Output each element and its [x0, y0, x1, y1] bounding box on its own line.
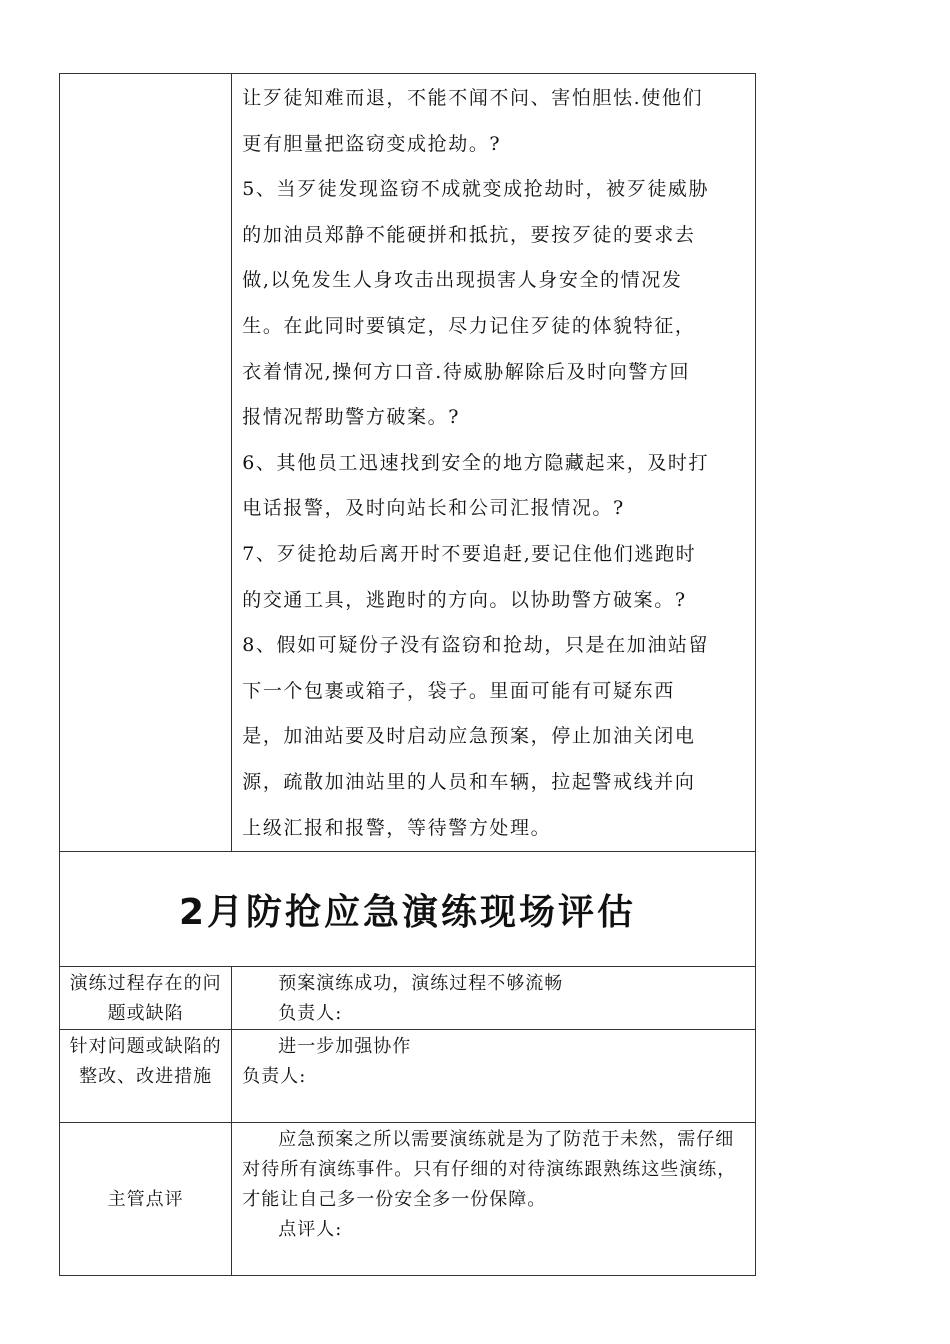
procedure-text	[232, 74, 755, 851]
section-title: 2月防抢应急演练现场评估	[178, 891, 637, 933]
supervisor-review-label: 主管点评	[60, 1123, 232, 1276]
procedure-line: 的交通工具，逃跑时的方向。以协助警方破案。?	[242, 588, 687, 611]
rectification-label: 针对问题或缺陷的整改、改进措施	[60, 1030, 232, 1123]
procedure-line: 7、歹徒抢劫后离开时不要追赶,要记住他们逃跑时	[242, 542, 697, 565]
procedure-line: 是，加油站要及时启动应急预案，停止加油关闭电	[242, 725, 696, 748]
procedure-line: 6、其他员工迅速找到安全的地方隐藏起来，及时打	[242, 451, 710, 474]
procedure-line: 让歹徒知难而退，不能不闻不问、害怕胆怯.使他们	[242, 87, 704, 109]
problems-label: 演练过程存在的问题或缺陷	[60, 967, 232, 1030]
rectification-row	[60, 1030, 756, 1123]
procedure-line: 衣着情况,操何方口音.待威胁解除后及时向警方回	[242, 360, 691, 383]
title-cell	[60, 852, 756, 967]
rectification-value	[232, 1030, 756, 1123]
procedure-line: 8、假如可疑份子没有盗窃和抢劫，只是在加油站留	[242, 634, 710, 657]
procedure-line: 生。在此同时要镇定，尽力记住歹徒的体貌特征，	[242, 314, 696, 337]
procedure-line: 上级汇报和报警，等待警方处理。	[242, 816, 552, 839]
drill-record-table	[59, 73, 756, 1276]
problems-row	[60, 967, 756, 1030]
procedure-line: 下一个包裹或箱子，袋子。里面可能有可疑东西	[242, 679, 675, 702]
rectification-text: 进一步加强协作	[278, 1036, 412, 1058]
supervisor-review-text: 应急预案之所以需要演练就是为了防范于未然，需仔细对待所有演练事件。只有仔细的对待演练跟熟练这些演练，才能让自己多一份安全多一份保障。	[242, 1129, 737, 1211]
procedure-line: 5、当歹徒发现盗窃不成就变成抢劫时，被歹徒威胁	[242, 178, 710, 201]
procedure-line: 做,以免发生人身攻击出现损害人身安全的情况发	[242, 269, 683, 292]
procedure-blank-cell	[60, 74, 232, 852]
document-page	[59, 73, 756, 1276]
procedure-line: 电话报警，及时向站长和公司汇报情况。?	[242, 497, 625, 520]
problems-owner: 负责人:	[278, 1003, 343, 1025]
procedure-cell	[232, 74, 756, 852]
title-row	[60, 852, 756, 967]
procedure-line: 报情况帮助警方破案。?	[242, 406, 461, 429]
problems-value	[232, 967, 756, 1030]
supervisor-review-value	[232, 1123, 756, 1276]
procedure-line: 源，疏散加油站里的人员和车辆，拉起警戒线并向	[242, 770, 696, 793]
procedure-line: 的加油员郑静不能硬拼和抵抗，要按歹徒的要求去	[242, 223, 696, 246]
supervisor-reviewer: 点评人:	[278, 1219, 343, 1241]
problems-text: 预案演练成功，演练过程不够流畅	[278, 973, 564, 995]
supervisor-review-row	[60, 1123, 756, 1276]
procedure-line: 更有胆量把盗窃变成抢劫。?	[242, 132, 502, 155]
procedure-row	[60, 74, 756, 852]
rectification-owner: 负责人:	[242, 1066, 307, 1088]
